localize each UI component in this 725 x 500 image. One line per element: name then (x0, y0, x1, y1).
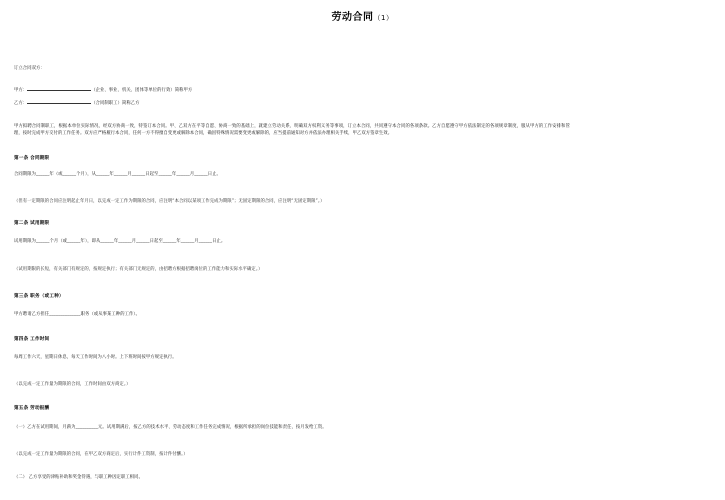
party-a-suffix: （企业、事业、机关、团体等单位的行效）简称甲方 (91, 88, 193, 93)
section-2-heading: 第二条 试用期限 (14, 221, 50, 226)
section-5-line-3: （二） 乙方享受的津贴补助和奖金待遇，与职工种因定职工相同。 (14, 475, 143, 480)
page-title-suffix: （1） (373, 14, 394, 22)
section-5-heading: 第五条 劳动报酬 (14, 406, 50, 411)
section-4-line-2: （以完成一定工作量为期限的合同，工作时间由双方商定。） (14, 382, 131, 387)
section-4-line-1: 每周工作六天，星期日休息，每天工作时间为八小时。上下班时间按甲方规定执行。 (14, 355, 177, 360)
section-5-line-2: （以完成一定工作量为期限的合同，在甲乙双方商定后，实行计件工资制，按计件付酬。） (14, 452, 188, 457)
party-b-label: 乙方： (14, 101, 28, 106)
section-2-line-1: 试用期限为______个月（或______年），即从______年______月______日起至______年______月______日止。 (14, 239, 226, 244)
section-1-heading: 第一条 合同期限 (14, 156, 50, 161)
section-1-line-2: （但有一定期限的合同应注明起止年月日，以完成一定工作为期限的合同，应注明“本合同以某项工作完成为期限”；无固定期限的合同，应注明“无固定期限”。） (14, 199, 325, 204)
party-b-blank (27, 103, 91, 104)
preamble-paragraph: 甲方拟聘合同制职工，根据本单位实际情况，经双方协商一致，特签订本合同。甲、乙双方在平等自愿、协商一致的基础上，就建立劳动关系、明确双方权利义务等事项，订立本合同，共同遵守本合同的各项条款。乙方自愿遵守甲方依法制定的各项规章制度，服从甲方的工作安排和管理，按时完成甲方交付的工作任务。双方应严格履行本合同，任何一方不得擅自变更或解除本合同，确因特殊情况需要变更或解除的，应当提前通知对方并依法办理相关手续，甲乙双方签章生效。 (14, 124, 570, 136)
party-a-blank (27, 90, 91, 91)
party-b-line (14, 101, 574, 108)
intro-line: 订立合同双方： (14, 66, 45, 71)
party-b-suffix: （合同制职工）简称乙方 (91, 101, 140, 106)
section-3-heading: 第三条 职务（或工种） (14, 294, 64, 299)
party-a-line (14, 88, 574, 95)
section-2-line-2: （试用期限的长短，有关部门有规定的，按规定执行；有关部门无规定的，由招聘方根据招聘岗位的工作能力和实际水平确定。） (14, 267, 263, 272)
section-1-line-1: 合同期限为______年（或______个月），从______年______月______日起至______年______月______日止。 (14, 172, 221, 177)
section-4-heading: 第四条 工作时间 (14, 337, 50, 342)
page-title-text: 劳动合同 (331, 12, 374, 23)
page-title (0, 8, 725, 23)
section-3-line-1: 甲方聘请乙方担任______________职务（或从事某工种的工作）。 (14, 312, 141, 317)
section-5-line-1: （一）乙方在试用期间，月薪为__________元。试用期满后，按乙方的技术水平、劳动态度和工作任务完成情况，根据所承担的岗位技能和责任，按月发给工资。 (14, 425, 327, 430)
party-a-label: 甲方： (14, 88, 28, 93)
